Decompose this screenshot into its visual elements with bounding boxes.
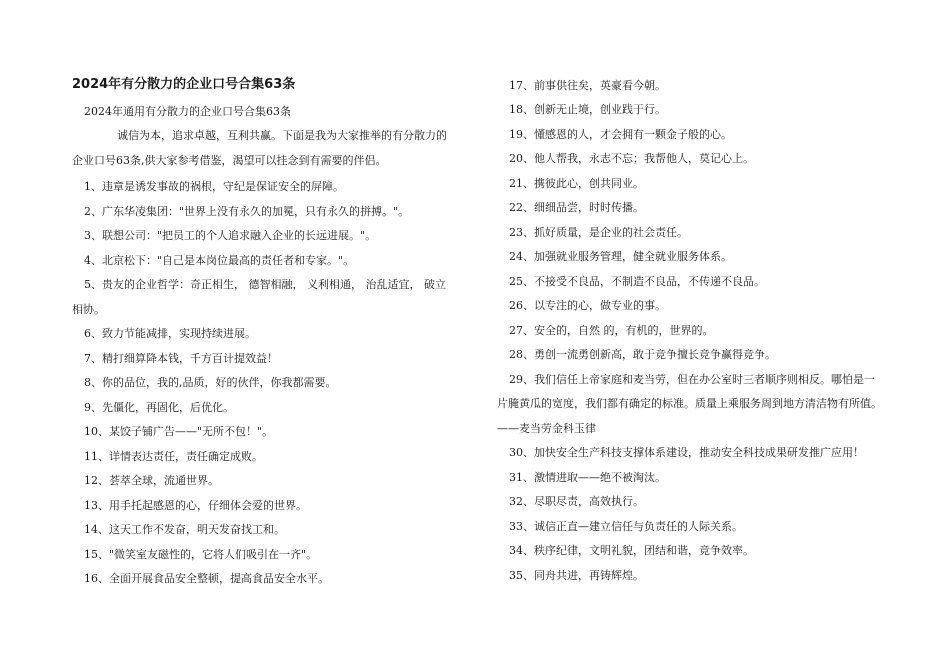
list-item: ——麦当劳金科玉律 [497, 422, 596, 435]
list-item: 8、你的品位，我的,品质，好的伙伴，你我都需要。 [84, 376, 337, 389]
list-item: 19、懂感恩的人，才会拥有一颗金子般的心。 [509, 128, 732, 141]
list-item: 35、同舟共进，再铸辉煌。 [509, 569, 644, 582]
list-item: 5、贵友的企业哲学：奇正相生， 德智相融， 义利相通， 治乱适宜， 破立 [84, 278, 446, 291]
list-item: 29、我们信任上帝家庭和麦当劳，但在办公室时三者顺序则相反。哪怕是一 [509, 373, 875, 386]
list-item: 33、诚信正直—建立信任与负责任的人际关系。 [509, 520, 743, 533]
list-item: 11、详情表达责任，责任确定成败。 [84, 450, 263, 463]
document-subtitle: 2024年通用有分散力的企业口号合集63条 [84, 105, 291, 118]
list-item: 1、违章是诱发事故的祸根，守纪是保证安全的屏障。 [84, 180, 344, 193]
list-item: 14、这天工作不发奋，明天发奋找工和。 [84, 523, 285, 536]
list-item: 26、以专注的心，做专业的事。 [509, 299, 666, 312]
list-item: 16、全面开展食品安全整顿，提高食品安全水平。 [84, 572, 329, 585]
list-item: 2、广东华凌集团："世界上没有永久的加冕，只有永久的拼搏。"。 [84, 205, 410, 218]
list-item: 34、秩序纪律，文明礼貌，团结和谐，竞争效率。 [509, 544, 754, 557]
list-item: 30、加快安全生产科技支撑体系建设，推动安全科技成果研发推广应用！ [509, 446, 864, 459]
list-item: 12、荟萃全球，流通世界。 [84, 474, 219, 487]
list-item: 4、北京松下："自己是本岗位最高的责任者和专家。"。 [84, 254, 355, 267]
list-item: 15、"微笑室友磁性的，它将人们吸引在一齐"。 [84, 548, 318, 561]
list-item: 23、抓好质量，是企业的社会责任。 [509, 226, 688, 239]
intro-line-2: 企业口号63条,供大家参考借鉴，渴望可以挂念到有需要的伴侣。 [72, 154, 387, 167]
list-item: 9、先僵化，再固化，后优化。 [84, 401, 234, 414]
list-item: 24、加强就业服务管理，健全就业服务体系。 [509, 250, 732, 263]
list-item: 20、他人帮我，永志不忘；我帮他人，莫记心上。 [509, 152, 754, 165]
list-item: 18、创新无止境，创业践于行。 [509, 103, 666, 116]
list-item: 31、激情进取——绝不被淘汰。 [509, 471, 666, 484]
list-item: 13、用手托起感恩的心，仔细体会爱的世界。 [84, 499, 307, 512]
list-item: 6、致力节能减排，实现持续进展。 [84, 327, 256, 340]
list-item: 25、不接受不良品，不制造不良品，不传递不良品。 [509, 275, 765, 288]
list-item: 片腌黄瓜的宽度，我们都有确定的标准。质量上乘服务周到地方清洁物有所值。 [497, 397, 882, 410]
list-item: 17、前事供往矣，英豪看今朝。 [509, 79, 666, 92]
list-item: 27、安全的，自然 的，有机的，世界的。 [509, 324, 714, 337]
list-item: 28、勇创一流勇创新高，敢于竞争擅长竞争赢得竞争。 [509, 348, 776, 361]
list-item: 10、某饺子铺广告——"无所不包！"。 [84, 425, 274, 438]
list-item: 32、尽职尽责，高效执行。 [509, 495, 644, 508]
list-item: 21、携彼此心，创共同业。 [509, 177, 644, 190]
list-item: 7、精打细算降本钱，千方百计提效益！ [84, 352, 278, 365]
list-item: 相协。 [72, 303, 105, 316]
intro-line-1: 诚信为本，追求卓越，互利共赢。下面是我为大家推举的有分散力的 [117, 129, 447, 142]
list-item: 3、联想公司："把员工的个人追求融入企业的长远进展。"。 [84, 229, 377, 242]
document-title: 2024年有分散力的企业口号合集63条 [72, 77, 296, 92]
list-item: 22、细细品尝，时时传播。 [509, 201, 644, 214]
